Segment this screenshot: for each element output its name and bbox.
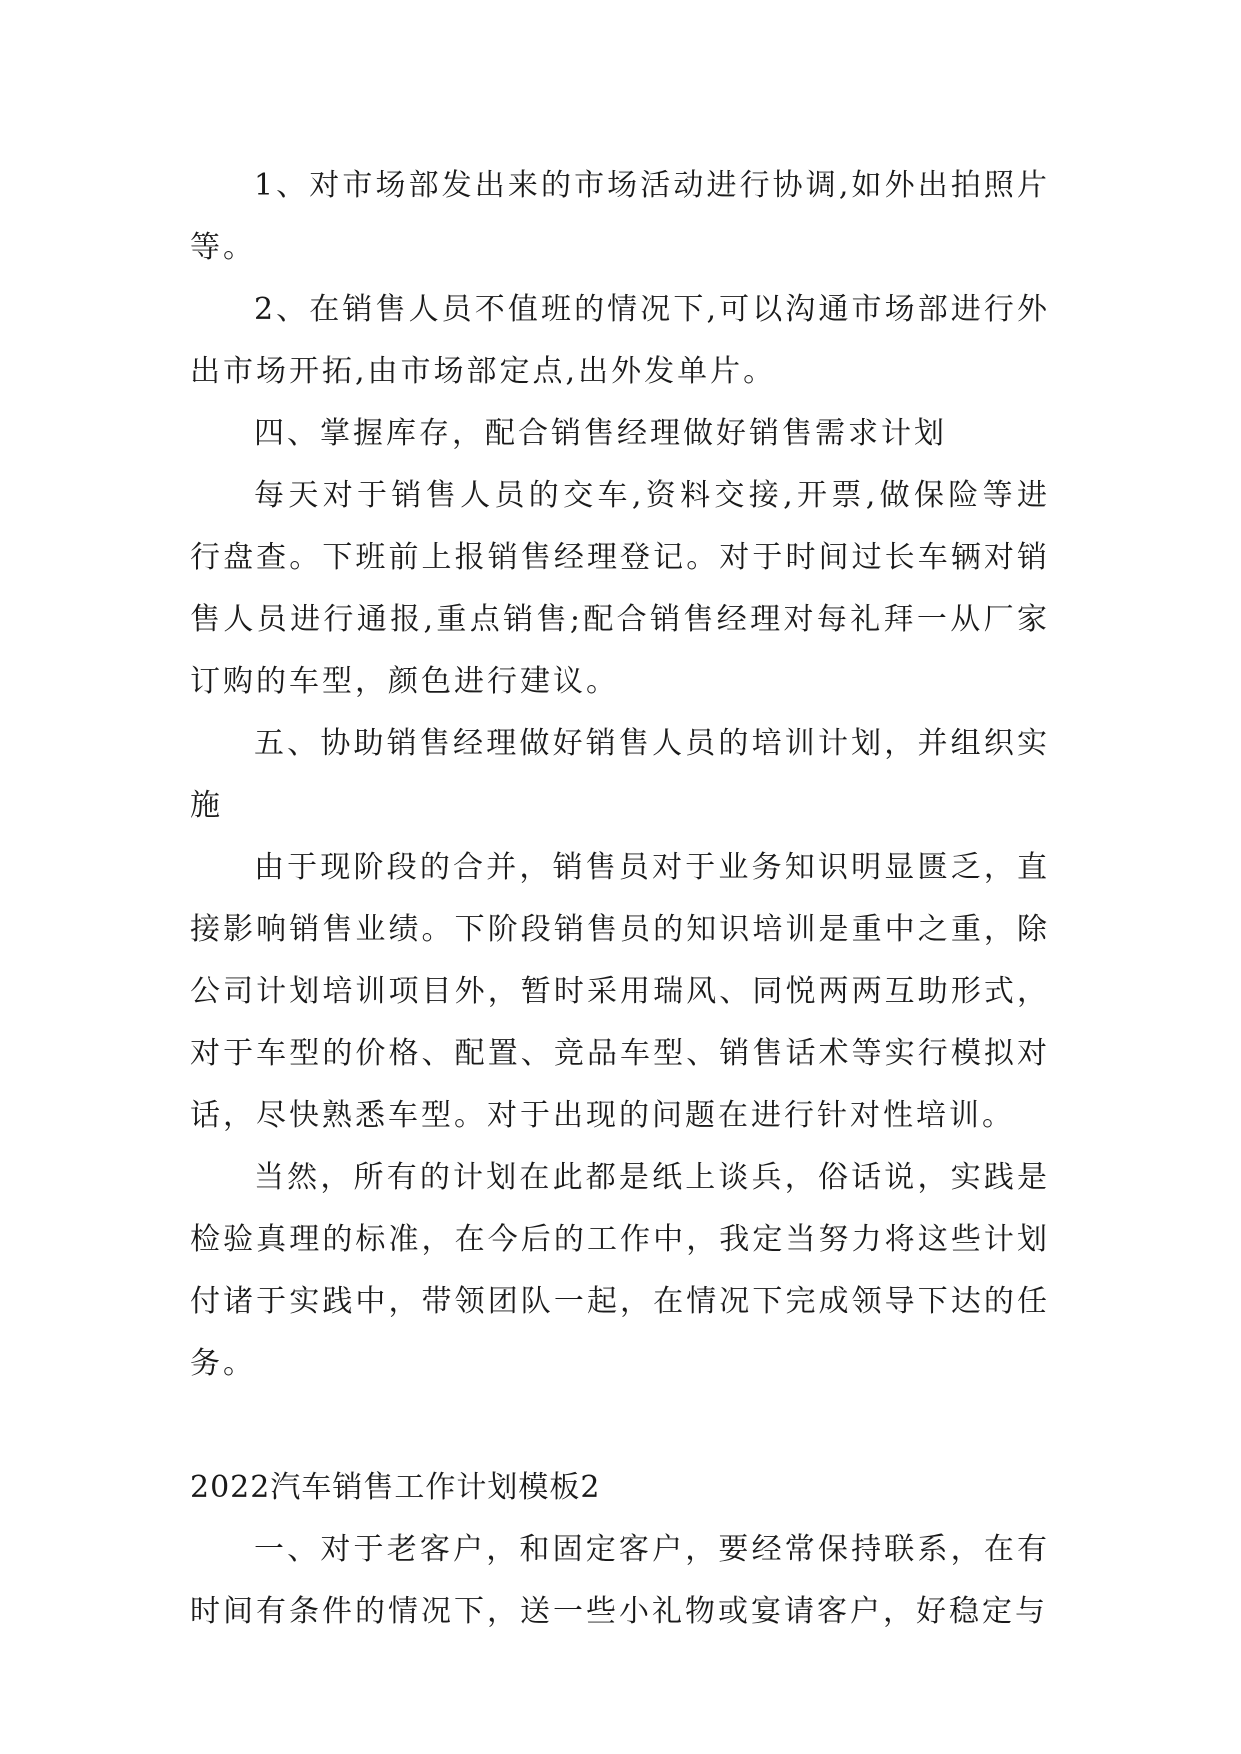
paragraph-conclusion: 当然，所有的计划在此都是纸上谈兵，俗话说，实践是检验真理的标准，在今后的工作中，我定当努力将这些计划付诸于实践中，带领团队一起，在情况下完成领导下达的任务。 [190,1160,1050,1381]
section-title: 2022汽车销售工作计划模板2 [190,1470,601,1505]
paragraph-old-customers: 一、对于老客户，和固定客户，要经常保持联系，在有时间有条件的情况下，送一些小礼物或宴请客户，好稳定与 [190,1532,1050,1629]
document-body [190,155,1050,1643]
paragraph-market-coordination: 1、对市场部发出来的市场活动进行协调,如外出拍照片等。 [190,168,1050,265]
paragraph-daily-check: 每天对于销售人员的交车,资料交接,开票,做保险等进行盘查。下班前上报销售经理登记。对于时间过长车辆对销售人员进行通报,重点销售;配合销售经理对每礼拜一从厂家订购的车型，颜色进行建议。 [190,478,1050,699]
section-spacer [190,1395,1050,1457]
paragraph-heading-inventory: 四、掌握库存，配合销售经理做好销售需求计划 [254,416,947,451]
paragraph-heading-training: 五、协助销售经理做好销售人员的培训计划，并组织实施 [190,726,1050,823]
paragraph-market-expansion: 2、在销售人员不值班的情况下,可以沟通市场部进行外出市场开拓,由市场部定点,出外发单片。 [190,292,1050,389]
paragraph-training-plan: 由于现阶段的合并，销售员对于业务知识明显匮乏，直接影响销售业绩。下阶段销售员的知识培训是重中之重，除公司计划培训项目外，暂时采用瑞风、同悦两两互助形式，对于车型的价格、配置、竞品车型、销售话术等实行模拟对话，尽快熟悉车型。对于出现的问题在进行针对性培训。 [190,850,1050,1133]
